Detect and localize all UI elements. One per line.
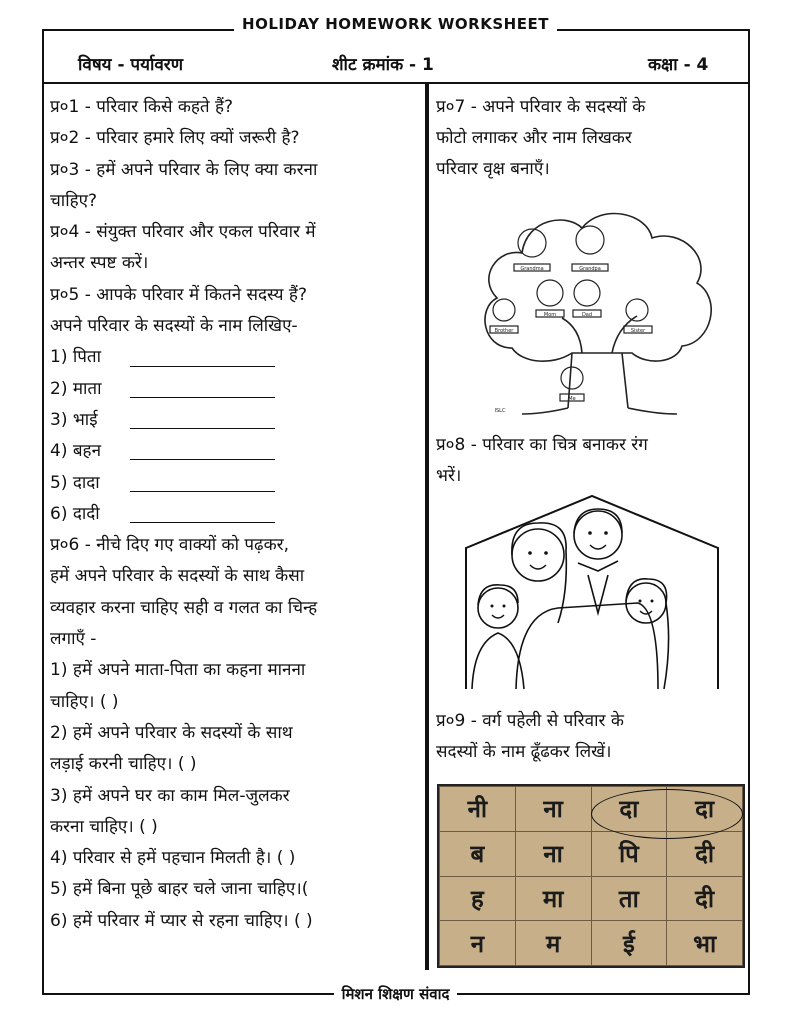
question-9-cont: सदस्यों के नाम ढूँढकर लिखें।: [436, 742, 612, 762]
question-6-cont: व्यवहार करना चाहिए सही व गलत का चिन्ह: [50, 597, 318, 618]
statement-1: 1) हमें अपने माता-पिता का कहना मानना: [50, 660, 306, 681]
puzzle-cell[interactable]: दा: [667, 787, 743, 832]
statement-5: 5) हमें बिना पूछे बाहर चले जाना चाहिए।(: [50, 879, 309, 900]
member-row: 5) दादा: [50, 468, 420, 499]
sheet-number: शीट क्रमांक - 1: [332, 55, 434, 75]
question-6-cont: हमें अपने परिवार के सदस्यों के साथ कैसा: [50, 566, 305, 587]
puzzle-cell[interactable]: म: [515, 921, 591, 966]
puzzle-cell[interactable]: ता: [591, 876, 667, 921]
answer-blank[interactable]: [130, 504, 275, 523]
tree-label: Mom: [543, 312, 557, 318]
statement-2: 2) हमें अपने परिवार के सदस्यों के साथ: [50, 722, 293, 743]
puzzle-cell[interactable]: ना: [515, 787, 591, 832]
puzzle-cell[interactable]: मा: [515, 876, 591, 921]
question-8: प्र०8 - परिवार का चित्र बनाकर रंग: [436, 435, 648, 455]
answer-blank[interactable]: [130, 379, 275, 398]
puzzle-answer-circle: [591, 789, 743, 839]
statement-3-cont: करना चाहिए। ( ): [50, 816, 158, 837]
tree-label: Brother: [494, 328, 514, 334]
statement-6: 6) हमें परिवार में प्यार से रहना चाहिए। ( ): [50, 910, 313, 931]
question-4-cont: अन्तर स्पष्ट करें।: [50, 253, 149, 274]
puzzle-row: [440, 876, 743, 921]
puzzle-cell[interactable]: भा: [667, 921, 743, 966]
question-6-cont: लगाएँ -: [50, 629, 97, 650]
member-row: 1) पिता: [50, 342, 420, 373]
statement-2-cont: लड़ाई करनी चाहिए। ( ): [50, 754, 197, 775]
statement-1-cont: चाहिए। ( ): [50, 691, 119, 712]
statement-3: 3) हमें अपने घर का काम मिल-जुलकर: [50, 785, 290, 806]
family-tree-illustration: [472, 198, 722, 420]
column-divider: [425, 84, 429, 970]
puzzle-cell[interactable]: नी: [440, 787, 516, 832]
answer-blank[interactable]: [130, 441, 275, 460]
subject-label: विषय - पर्यावरण: [78, 55, 184, 75]
puzzle-cell[interactable]: ना: [515, 831, 591, 876]
right-column-q7: [436, 92, 741, 185]
right-column-q9: [436, 706, 741, 768]
puzzle-row: [440, 921, 743, 966]
question-7-cont: फोटो लगाकर और नाम लिखकर: [436, 128, 632, 148]
tree-label: Dad: [581, 312, 593, 318]
puzzle-cell[interactable]: दा: [591, 787, 667, 832]
answer-blank[interactable]: [130, 410, 275, 429]
worksheet-title: HOLIDAY HOMEWORK WORKSHEET: [0, 14, 791, 33]
puzzle-row: [440, 831, 743, 876]
question-7-cont: परिवार वृक्ष बनाएँ।: [436, 159, 550, 179]
header-row: [70, 52, 730, 80]
puzzle-cell[interactable]: ह: [440, 876, 516, 921]
left-column: [50, 92, 420, 937]
member-row: 4) बहन: [50, 436, 420, 467]
tree-label: Grandpa: [579, 266, 601, 272]
answer-blank[interactable]: [130, 473, 275, 492]
member-row: 2) माता: [50, 374, 420, 405]
footer-brand: मिशन शिक्षण संवाद: [0, 984, 791, 1004]
question-4: प्र०4 - संयुक्त परिवार और एकल परिवार में: [50, 222, 316, 243]
question-5-cont: अपने परिवार के सदस्यों के नाम लिखिए-: [50, 316, 298, 337]
question-2: प्र०2 - परिवार हमारे लिए क्यों जरूरी है?: [50, 128, 300, 149]
answer-blank[interactable]: [130, 348, 275, 367]
tree-label: Grandma: [520, 266, 544, 272]
header-divider: [42, 82, 750, 84]
tree-label: ISLC: [494, 408, 506, 414]
puzzle-cell[interactable]: ब: [440, 831, 516, 876]
puzzle-cell[interactable]: ई: [591, 921, 667, 966]
puzzle-cell[interactable]: न: [440, 921, 516, 966]
question-9: प्र०9 - वर्ग पहेली से परिवार के: [436, 711, 624, 731]
question-3: प्र०3 - हमें अपने परिवार के लिए क्या करना: [50, 159, 318, 180]
puzzle-cell[interactable]: दी: [667, 831, 743, 876]
question-7: प्र०7 - अपने परिवार के सदस्यों के: [436, 97, 646, 117]
puzzle-cell[interactable]: दी: [667, 876, 743, 921]
right-column-q8: [436, 430, 741, 492]
tree-label: Sister: [630, 328, 646, 334]
class-label: कक्षा - 4: [648, 55, 709, 75]
question-1: प्र०1 - परिवार किसे कहते हैं?: [50, 97, 234, 117]
question-6: प्र०6 - नीचे दिए गए वाक्यों को पढ़कर,: [50, 535, 290, 556]
member-row: 6) दादी: [50, 499, 420, 530]
question-8-cont: भरें।: [436, 466, 462, 486]
question-3-cont: चाहिए?: [50, 190, 98, 211]
puzzle-cell[interactable]: पि: [591, 831, 667, 876]
member-row: 3) भाई: [50, 405, 420, 436]
question-5: प्र०5 - आपके परिवार में कितने सदस्य हैं?: [50, 284, 307, 305]
tree-label: Me: [568, 396, 576, 402]
family-house-illustration: [458, 493, 726, 693]
statement-4: 4) परिवार से हमें पहचान मिलती है। ( ): [50, 848, 296, 869]
